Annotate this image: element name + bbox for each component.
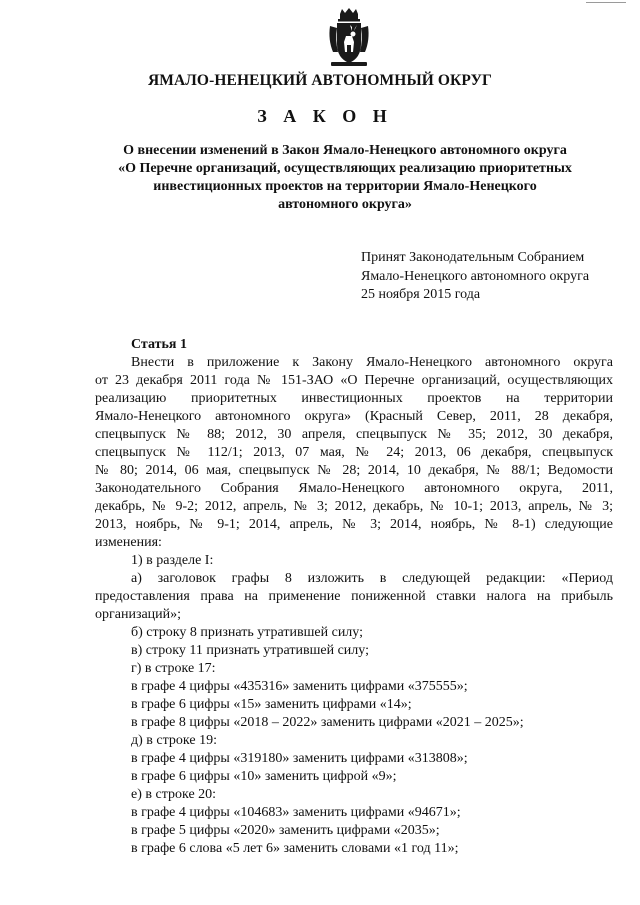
adoption-date: 25 ноября 2015 года xyxy=(361,287,481,302)
adoption-line: Принят Законодательным Собранием xyxy=(361,250,585,265)
article-line: в графе 5 цифры «2020» заменить цифрами «2035»; xyxy=(131,823,440,838)
article-line: д) в строке 19: xyxy=(131,733,217,748)
article-line: в графе 6 слова «5 лет 6» заменить словами «1 год 11»; xyxy=(131,841,459,856)
article-line: в графе 8 цифры «2018 – 2022» заменить цифрами «2021 – 2025»; xyxy=(131,715,524,730)
article-line: предоставления права на применение пониженной ставки налога на прибыль xyxy=(95,589,613,604)
article-line: в графе 4 цифры «104683» заменить цифрами «94671»; xyxy=(131,805,461,820)
article-line: организаций»; xyxy=(95,607,182,622)
article-heading: Статья 1 xyxy=(131,337,187,352)
article-line: а) заголовок графы 8 изложить в следующей редакции: «Период xyxy=(131,571,613,586)
region-name: ЯМАЛО-НЕНЕЦКИЙ АВТОНОМНЫЙ ОКРУГ xyxy=(147,72,493,89)
article-line: 1) в разделе I: xyxy=(131,553,214,568)
article-line: № 80; 2014, 06 мая, спецвыпуск № 28; 2014, 10 декабря, № 88/1; Ведомости xyxy=(95,463,613,478)
article-line: в графе 4 цифры «319180» заменить цифрами «313808»; xyxy=(131,751,468,766)
article-line: б) строку 8 признать утратившей силу; xyxy=(131,625,363,640)
article-line: е) в строке 20: xyxy=(131,787,217,802)
adoption-block xyxy=(361,249,589,305)
article-line: Внести в приложение к Закону Ямало-Ненецкого автономного округа xyxy=(131,355,613,370)
article-line: в графе 6 цифры «10» заменить цифрой «9»; xyxy=(131,769,397,784)
article-line: в графе 6 цифры «15» заменить цифрами «14»; xyxy=(131,697,412,712)
article-line: Ямало-Ненецкого автономного округа» (Красный Север, 2011, 28 декабря, xyxy=(95,409,613,424)
article-line: реализацию приоритетных инвестиционных проектов на территории xyxy=(95,391,613,406)
title-line: «О Перечне организаций, осуществляющих реализацию приоритетных xyxy=(118,161,572,176)
article-line: 2013, ноябрь, № 9-1; 2014, апрель, № 3; 2014, ноябрь, № 8-1) следующие xyxy=(95,517,613,532)
article-body xyxy=(95,336,613,858)
title-line: О внесении изменений в Закон Ямало-Ненецкого автономного округа xyxy=(123,143,567,158)
article-line: изменения: xyxy=(95,535,162,550)
title-line: инвестиционных проектов на территории Ямало-Ненецкого xyxy=(153,179,537,194)
article-line: в графе 4 цифры «435316» заменить цифрами «375555»; xyxy=(131,679,468,694)
document-type: З А К О Н xyxy=(257,106,393,126)
article-line: в) строку 11 признать утратившей силу; xyxy=(131,643,369,658)
article-line: спецвыпуск № 112/1; 2013, 07 мая, № 24; 2013, 06 декабря, спецвыпуск xyxy=(95,445,613,460)
adoption-line: Ямало-Ненецкого автономного округа xyxy=(361,268,590,284)
coat-of-arms-emblem xyxy=(327,8,371,68)
article-line: декабрь, № 9-2; 2012, апрель, № 3; 2012, декабрь, № 10-1; 2013, апрель, № 3; xyxy=(95,499,613,514)
corner-mark xyxy=(586,2,626,3)
title-line: автономного округа» xyxy=(278,197,412,212)
article-line: Законодательного Собрания Ямало-Ненецкого автономного округа, 2011, xyxy=(95,481,613,496)
document-title xyxy=(95,142,595,214)
article-line: г) в строке 17: xyxy=(131,661,216,676)
article-line: спецвыпуск № 88; 2012, 30 апреля, спецвыпуск № 35; 2012, 30 декабря, xyxy=(95,427,613,442)
article-line: от 23 декабря 2011 года № 151-ЗАО «О Перечне организаций, осуществляющих xyxy=(95,373,613,388)
